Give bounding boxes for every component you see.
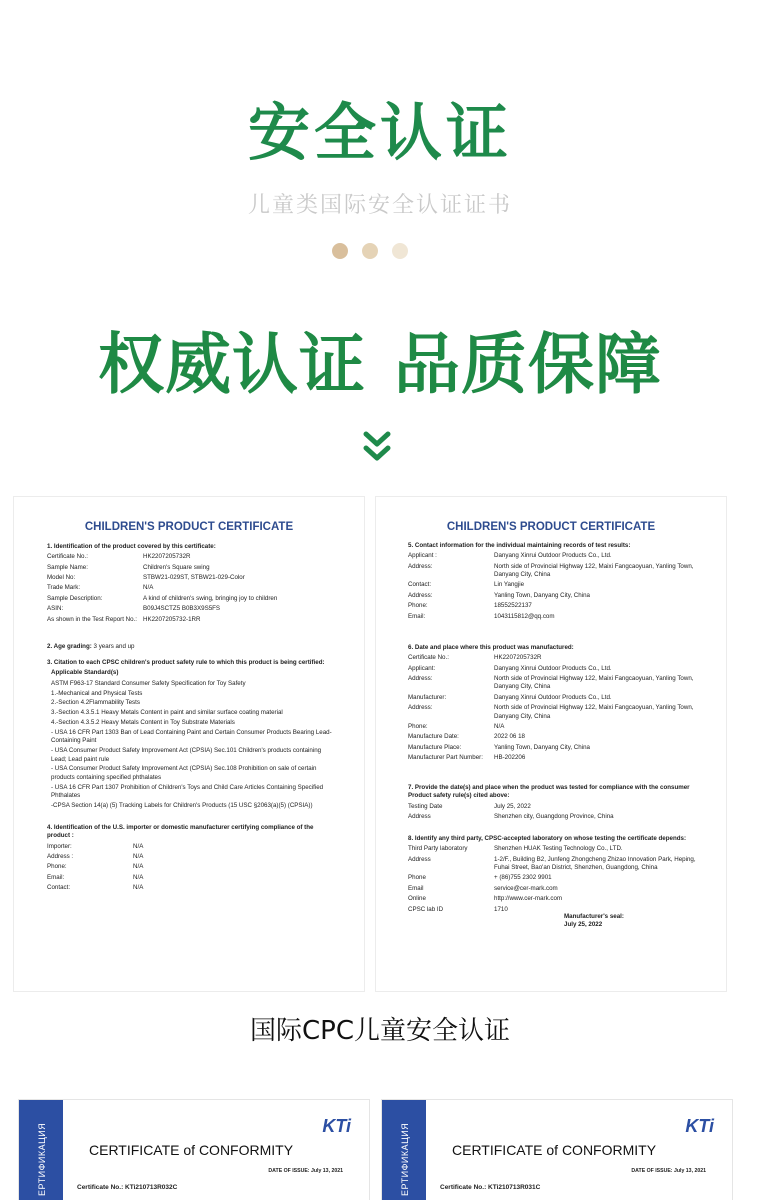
field-value: HK2207205732-1RR [143,615,201,623]
field-label: Manufacture Date: [408,733,459,741]
field-label: Manufacture Place: [408,743,462,751]
field-row [47,616,347,624]
section-5-heading: 5. Contact information for the individual maintaining records of test results: [408,542,631,549]
field-row [408,675,708,692]
field-row [408,592,708,600]
field-row [408,552,708,560]
field-row [47,843,337,851]
field-value: B09J4SCTZ5 B0B3X9S5FS [143,605,221,613]
field-row [408,754,708,762]
standard-item: - USA 16 CFR Part 1303 Ban of Lead Containing Paint and Certain Consumer Products Bearing Lead- Containing Paint [51,729,332,745]
field-label: Manufacturer: [408,693,447,701]
field-row [47,574,347,582]
cert-page-left [14,497,364,991]
chevron-down-double-icon [362,430,392,464]
field-value: N/A [133,884,144,892]
field-value: A kind of children's swing, bringing joy to children [143,594,278,602]
field-value: Yanling Town, Danyang City, China [494,743,590,751]
issue-date: DATE OF ISSUE: July 13, 2021 [268,1168,343,1174]
field-value: N/A [133,842,144,850]
field-row [408,856,708,873]
section-7 [408,784,698,823]
section-4-heading: 4. Identification of the U.S. importer or domestic manufacturer certifying compliance of the product : [47,824,314,840]
section-8 [408,835,708,916]
field-value: North side of Provincial Highway 122, Maixi Fangcaoyuan, Yanling Town, Danyang City, China [494,675,694,691]
field-value: N/A [133,873,144,881]
field-value: Children's Square swing [143,563,210,571]
field-label: Testing Date [408,802,443,810]
field-row [47,863,337,871]
conformity-certificate-1 [19,1100,369,1200]
page-title: 安全认证 [247,96,512,169]
section-8-heading: 8. Identify any third party, CPSC-accepted laboratory on whose testing the certificate depends: [408,835,687,842]
standards-list [51,680,337,811]
field-row [47,605,347,613]
certificate-number-label: Certificate No.: [77,1184,124,1191]
field-value: N/A [143,584,154,592]
field-row [408,654,708,662]
standard-item: ASTM F963-17 Standard Consumer Safety Specification for Toy Safety [51,679,246,687]
field-label: Contact: [47,884,71,892]
dot-3 [392,243,408,259]
band-text: ЕРТИФИКАЦИЯ [37,1122,47,1196]
field-value: Yanling Town, Danyang City, China [494,591,590,599]
field-row [47,884,337,892]
certificate-title: CERTIFICATE of CONFORMITY [452,1142,657,1158]
field-value: 1-2/F., Building B2, Junfeng Zhongcheng Zhizao Innovation Park, Heping, Fuhai Street, Bao'an District, Shenzhen, Guangdong, China [494,855,696,872]
section-6-rows [408,654,708,762]
field-label: Sample Description: [47,594,103,602]
field-value: Danyang Xinrui Outdoor Products Co., Ltd. [494,664,612,672]
field-row [47,853,337,861]
seal-label: Manufacturer's seal: [564,913,624,920]
field-row [47,874,337,882]
field-label: CPSC lab ID [408,905,444,913]
field-value: 1710 [494,905,508,913]
field-row [408,613,708,621]
field-row [408,704,708,721]
field-row [408,744,708,752]
section-1-heading: 1. Identification of the product covered by this certificate: [47,543,216,550]
decorative-dots [332,243,408,259]
field-row [408,885,708,893]
section-1 [47,543,347,626]
field-row [408,733,708,741]
section-3-heading: 3. Citation to each CPSC children's product safety rule to which this product is being certified: [47,659,325,666]
slogan [0,326,760,403]
cert-page-right [376,497,726,991]
field-value: HK2207205732R [494,654,542,662]
section-8-rows [408,845,708,914]
field-label: Phone: [47,863,67,871]
field-label: Importer: [47,842,72,850]
section-3-subheading: Applicable Standard(s) [51,669,119,677]
section-1-rows [47,553,347,624]
standard-item: - USA 16 CFR Part 1307 Prohibition of Children's Toys and Child Care Articles Containing Specified Phthalates [51,783,324,800]
cert-title: CHILDREN'S PRODUCT CERTIFICATE [446,521,656,533]
field-label: Address: [408,675,433,683]
certificate-number-value: KTi210713R031C [488,1184,541,1191]
field-value: http://www.cer-mark.com [494,895,563,903]
field-value: HB-202206 [494,753,526,761]
field-row [408,723,708,731]
standard-item: 1.-Mechanical and Physical Tests [51,689,143,697]
section-5-rows [408,552,708,621]
field-row [408,803,698,811]
seal-date: July 25, 2022 [564,921,603,929]
field-label: Address [408,855,431,863]
field-value: Danyang Xinrui Outdoor Products Co., Ltd. [494,552,612,560]
issue-date: DATE OF ISSUE: July 13, 2021 [631,1168,706,1174]
certificate-number-value: KTi210713R032C [125,1184,178,1191]
standard-item: 2.-Section 4.2Flammability Tests [51,699,140,707]
field-value: July 25, 2022 [494,802,531,810]
field-label: Certificate No.: [408,654,449,662]
dot-1 [332,243,348,259]
field-row [408,581,708,589]
field-label: Address: [408,562,433,570]
page-subtitle: 儿童类国际安全认证证书 [247,193,512,218]
field-label: Phone [408,874,426,882]
field-row [408,813,698,821]
field-label: Contact: [408,581,432,589]
field-label: Email: [408,612,426,620]
field-row [408,602,708,610]
section-caption: 国际CPC儿童安全认证 [250,1016,510,1046]
field-row [408,895,708,903]
field-label: Phone: [408,722,428,730]
slogan-right: 品质保障 [394,326,662,403]
field-label: Address: [408,591,433,599]
section-6-heading: 6. Date and place where this product was manufactured: [408,644,574,651]
field-row [47,564,347,572]
field-label: Applicant : [408,552,437,560]
field-value: service@cer-mark.com [494,884,558,892]
field-label: Trade Mark: [47,584,81,592]
side-band [382,1100,426,1200]
field-value: Shenzhen HUAK Testing Technology Co., LTD. [494,845,623,853]
field-value: N/A [133,853,144,861]
section-4 [47,824,337,895]
field-label: Certificate No.: [47,553,88,561]
dot-2 [362,243,378,259]
standard-item: 3.-Section 4.3.5.1 Heavy Metals Content in paint and similar surface coating material [51,709,283,717]
field-label: Address : [47,853,74,861]
certificate-number [77,1184,177,1191]
field-label: Applicant: [408,664,436,672]
standard-item: 4.-Section 4.3.5.2 Heavy Metals Content in Toy Substrate Materials [51,719,235,727]
field-label: Manufacturer Part Number: [408,753,483,761]
field-label: Third Party laboratory [408,845,468,853]
field-row [47,595,347,603]
section-3 [47,659,337,812]
field-label: As shown in the Test Report No.: [47,615,137,623]
field-value: 1043115812@qq.com [494,612,555,620]
section-5 [408,542,708,623]
field-value: North side of Provincial Highway 122, Maixi Fangcaoyuan, Yanling Town, Danyang City, China [494,562,694,579]
standard-item: - USA Consumer Product Safety Improvement Act (CPSIA) Sec.108 Prohibition on sale of certain products containing specified phthalates [51,765,317,781]
section-6 [408,644,708,764]
kti-logo: KTi [322,1116,351,1136]
cert-title: CHILDREN'S PRODUCT CERTIFICATE [84,521,294,533]
section-4-rows [47,843,337,893]
field-label: Online [408,895,426,903]
field-label: Email: [47,873,65,881]
field-label: Sample Name: [47,563,88,571]
field-label: Model No: [47,574,76,582]
section-2-heading: 2. Age grading: [47,643,92,650]
field-row [408,563,708,580]
kti-logo: KTi [685,1116,714,1136]
certificate-number [440,1184,540,1191]
age-grading-value: 3 years and up [93,643,135,650]
field-value: North side of Provincial Highway 122, Maixi Fangcaoyuan, Yanling Town, Danyang City, China [494,704,694,720]
standard-item: - USA Consumer Product Safety Improvement Act (CPSIA) Sec.101 Children's products containing Lead; Lead paint rule [51,747,322,763]
certificate-title: CERTIFICATE of CONFORMITY [89,1142,294,1158]
standard-item: -CPSA Section 14(a) (5) Tracking Labels for Children's Products (15 USC §2063(a)(5) (CPSIA)) [51,801,313,809]
field-value: + (86)755 2302 9901 [494,874,552,882]
field-value: HK2207205732R [143,553,191,561]
field-label: Address [408,813,431,821]
field-value: Lin Yangjie [494,581,525,589]
side-band [19,1100,63,1200]
field-row [408,874,708,882]
section-7-rows [408,803,698,822]
section-7-heading: 7. Provide the date(s) and place when the product was tested for compliance with the consumer Product safety rule(s) cited above: [408,784,690,800]
band-text: ЕРТИФИКАЦИЯ [400,1122,410,1196]
field-value: 18552522137 [494,602,532,610]
field-value: Shenzhen city, Guangdong Province, China [494,813,614,821]
field-value: STBW21-029ST, STBW21-029-Color [143,574,245,582]
certificate-number-label: Certificate No.: [440,1184,487,1191]
field-row [408,665,708,673]
slogan-left: 权威认证 [98,326,366,403]
field-value: N/A [133,863,144,871]
conformity-certificate-2 [382,1100,732,1200]
field-value: 2022 06 18 [494,733,525,741]
field-value: N/A [494,722,505,730]
manufacturer-seal [564,913,624,930]
field-label: Address: [408,704,433,712]
field-row [408,906,708,914]
field-label: ASIN: [47,605,64,613]
section-2 [47,643,347,651]
field-value: Danyang Xinrui Outdoor Products Co., Ltd. [494,693,612,701]
field-label: Email [408,884,424,892]
field-row [408,845,708,853]
field-label: Phone: [408,602,428,610]
field-row [47,584,347,592]
field-row [47,553,347,561]
field-row [408,694,708,702]
